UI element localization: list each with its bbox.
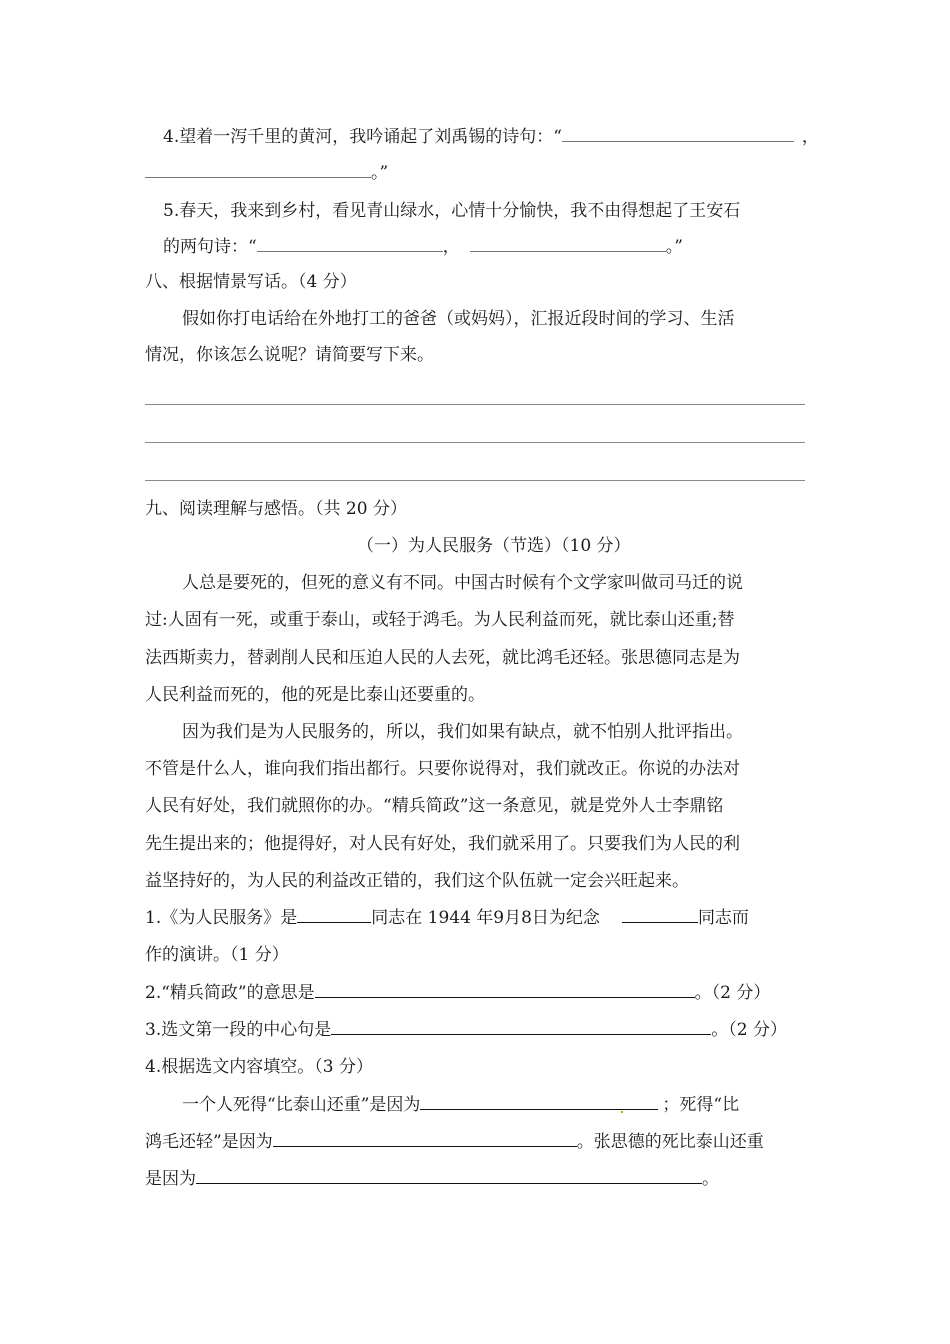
question-1-b: 同志在 1944 年9月8日为纪念: [371, 908, 600, 928]
answer-blank[interactable]: [145, 176, 371, 178]
question-3-a: 3.选文第一段的中心句是: [145, 1020, 332, 1040]
q7-item4-line2: [145, 161, 388, 185]
question-4-l1b: ；死得“比: [662, 1095, 740, 1115]
passage-p2-line: 因为我们是为人民服务的，所以，我们如果有缺点，就不怕别人批评指出。: [182, 722, 743, 742]
question-4-line1: [182, 1093, 739, 1117]
q7-item4-end: 。”: [371, 163, 389, 183]
q7-item5-end: 。”: [665, 237, 683, 257]
q7-item4-mid: ，: [801, 127, 819, 147]
question-3: [145, 1018, 787, 1042]
q7-item5-line1: 5.春天，我来到乡村，看见青山绿水，心情十分愉快，我不由得想起了王安石: [163, 201, 741, 221]
writing-line[interactable]: [145, 480, 805, 481]
q8-heading: 八、根据情景写话。（4 分）: [145, 272, 357, 292]
question-4-line2: [145, 1130, 764, 1154]
question-2-b: 。（2 分）: [694, 983, 771, 1003]
answer-blank[interactable]: [196, 1182, 702, 1184]
question-1-c: 同志而: [697, 908, 749, 928]
passage-p2-line: 不管是什么人，谁向我们指出都行。只要你说得对，我们就改正。你说的办法对: [145, 759, 740, 779]
question-4-l1a: 一个人死得“比泰山还重”是因为: [182, 1095, 421, 1115]
question-1-line1: [145, 906, 749, 930]
answer-blank[interactable]: [622, 921, 698, 923]
answer-blank[interactable]: [315, 996, 695, 998]
q7-item4-line1: [163, 125, 819, 149]
passage-p1-line: 法西斯卖力，替剥削人民和压迫人民的人去死，就比鸿毛还轻。张思德同志是为: [145, 648, 740, 668]
q7-item5-mid: ，: [442, 237, 460, 257]
q7-item4-text: 4.望着一泻千里的黄河，我吟诵起了刘禹锡的诗句：“: [163, 127, 562, 147]
question-2: [145, 981, 770, 1005]
question-1-a: 1.《为人民服务》是: [145, 908, 298, 928]
question-4-line3: [145, 1167, 719, 1191]
question-2-a: 2.“精兵简政”的意思是: [145, 983, 315, 1003]
ink-dot: [621, 1111, 623, 1113]
question-4-l2a: 鸿毛还轻”是因为: [145, 1132, 273, 1152]
answer-blank[interactable]: [297, 921, 371, 923]
question-4: 4.根据选文内容填空。（3 分）: [145, 1057, 373, 1077]
passage-p2-line: 先生提出来的；他提得好，对人民有好处，我们就采用了。只要我们为人民的利: [145, 834, 740, 854]
passage-title: （一）为人民服务（节选）（10 分）: [357, 536, 631, 556]
question-4-l2b: 。张思德的死比泰山还重: [576, 1132, 764, 1152]
writing-line[interactable]: [145, 442, 805, 443]
passage-p1-line: 人总是要死的，但死的意义有不同。中国古时候有个文学家叫做司马迁的说: [182, 573, 743, 593]
answer-blank[interactable]: [273, 1145, 577, 1147]
answer-blank[interactable]: [562, 140, 794, 142]
answer-blank[interactable]: [470, 250, 666, 252]
q8-para-line2: 情况，你该怎么说呢？请简要写下来。: [145, 345, 434, 365]
answer-blank[interactable]: [331, 1033, 711, 1035]
question-4-l3b: 。: [702, 1169, 719, 1189]
passage-p1-line: 人民利益而死的，他的死是比泰山还要重的。: [145, 685, 485, 705]
answer-blank[interactable]: [257, 250, 443, 252]
answer-blank[interactable]: [420, 1108, 658, 1110]
passage-p2-line: 人民有好处，我们就照你的办。“精兵简政”这一条意见，就是党外人士李鼎铭: [145, 796, 724, 816]
q7-item5-line2: [163, 235, 683, 259]
passage-p2-line: 益坚持好的，为人民的利益改正错的，我们这个队伍就一定会兴旺起来。: [145, 871, 689, 891]
question-4-l3a: 是因为: [145, 1169, 196, 1189]
writing-line[interactable]: [145, 404, 805, 405]
passage-p1-line: 过:人固有一死，或重于泰山，或轻于鸿毛。为人民利益而死，就比泰山还重;替: [145, 610, 735, 630]
q7-item5-prefix: 的两句诗：“: [163, 237, 257, 257]
q9-heading: 九、阅读理解与感悟。（共 20 分）: [145, 499, 407, 519]
question-3-b: 。（2 分）: [711, 1020, 787, 1040]
q8-para-line1: 假如你打电话给在外地打工的爸爸（或妈妈），汇报近段时间的学习、生活: [182, 309, 735, 329]
question-1-line2: 作的演讲。（1 分）: [145, 945, 289, 965]
